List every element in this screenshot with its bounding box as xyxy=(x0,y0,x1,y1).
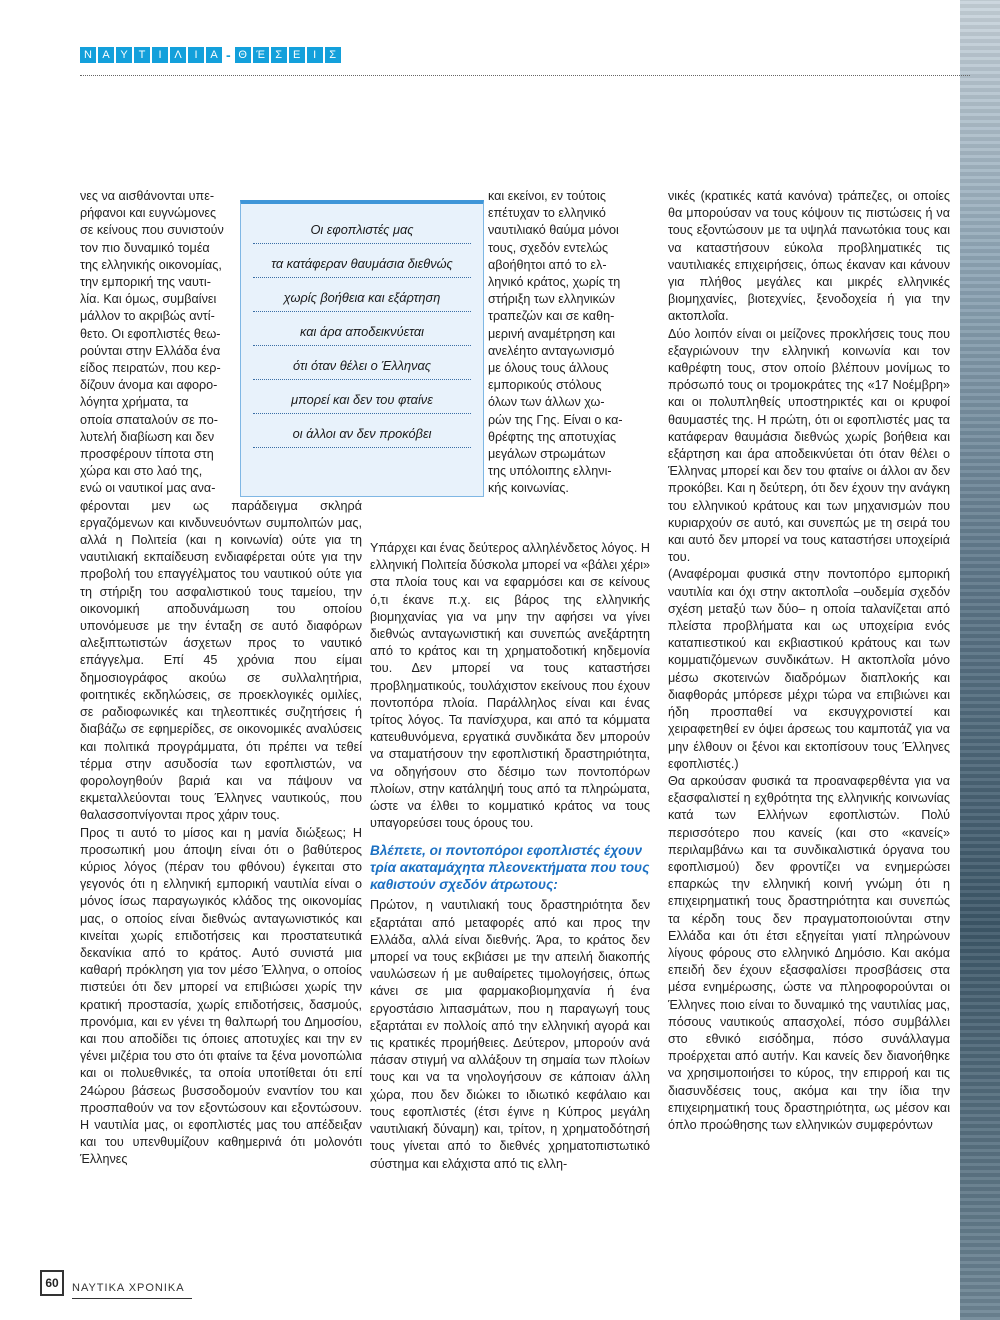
text-line: εμπορικούς στόλους xyxy=(488,378,602,393)
text-line: ενώ οι ναυτικοί μας ανα- xyxy=(80,481,216,496)
header-letter: Ε xyxy=(289,47,305,63)
crosshead: Βλέπετε, οι ποντοπόροι εφοπλιστές έχουν τρία ακαταμάχητα πλεονεκτήματα που τους καθιστούν σχεδόν άτρωτους: xyxy=(370,843,650,893)
header-letter: Ι xyxy=(307,47,323,63)
header-letter: Θ xyxy=(235,47,251,63)
header-letter: Ι xyxy=(152,47,168,63)
header-letter: Τ xyxy=(134,47,150,63)
paragraph: (Αναφέρομαι φυσικά στην ποντοπόρο εμπορική ναυτιλία και όχι στην ακτοπλοΐα –ουδεμία σχεδόν σχέση μεταξύ των δύο– η οποία ταλανίζεται από πλείστα προβλήματα και ως υποχείρια ενός καταπιεστικού και εκβιαστικού κράτους και των κομματιζόμενων συνδικάτων. Η ακτοπλοΐα μόνο μέσω σκοτεινών διαδρόμων διαπλοκής και διαφθοράς μπόρεσε μέχρι τώρα να επιβιώνει και ήδη προσπαθεί να εκσυγχρονιστεί και χειραφετηθεί εν όψει άρσεως του καμποτάζ για να μην έλθουν οι ξένοι και εκτοπίσουν τους Έλληνες εφοπλιστές.) xyxy=(668,567,950,771)
text-line: ρούνται στην Ελλάδα ένα xyxy=(80,343,221,358)
header-letter: Έ xyxy=(253,47,269,63)
paragraph: Θα αρκούσαν φυσικά τα προαναφερθέντα για να εξασφαλιστεί η εχθρότητα της ελληνικής κοινωνίας κατά των Ελλήνων εφοπλιστών. Πολύ περισσότερο που κανείς (και στο «κανείς» περιλαμβάνω και τα συνδικαλιστικά όργανα του εφοπλισμού) δεν φροντίζει να ενημερώσει επαρκώς την ελληνική κοινή γνώμη ότι η επιχειρηματική τους δραστηριότητα και συνεπώς τα κέρδη τους δεν πραγματοποιούνται στην Ελλάδα και ότι έτσι εξηγείται γιατί πληρώνουν λίγους φόρους στο ελληνικό Δημόσιο. Και ακόμα επειδή δεν έχουν εξασφαλίσει προσβάσεις στα μέσα ενημέρωσης, ώστε να πληροφορούνται οι Έλληνες ποιο είναι το δυναμικό της ναυτιλίας μας, πόσους ναυτικούς απασχολεί, πόσο συμβάλλει στο εθνικό εισόδημα, πόσο συνάλλαγμα προέρχεται από αυτήν. Και κανείς δεν διανοήθηκε να χρησιμοποιήσει το κύρος, την επιρροή και τις διασυνδέσεις τους, ακόμα και την ίδια την επιχειρηματική τους δραστηριότητα, ως μέσον και όπλο προώθησης των ελληνικών συμφερόντων xyxy=(668,773,950,1132)
text-line: όλων των άλλων χω- xyxy=(488,395,605,410)
pull-quote-line: μπορεί και δεν του φταίνε xyxy=(253,380,471,414)
text-line: και εκείνοι, εν τούτοις xyxy=(488,189,606,203)
text-line: λόγητα χρήματα, τα xyxy=(80,395,189,410)
text-line: ληνικό κράτος, χωρίς τη xyxy=(488,275,621,290)
paragraph: φέρονται μεν ως παράδειγμα σκληρά εργαζόμενων και κινδυνευόντων συμπολιτών μας, αλλά η Πολιτεία (και η κοινωνία) ούτε για τη ναυτιλιακή εκπαίδευση ενδιαφέρεται ούτε για την προβολή του επαγγέλματος του ναυτικού ούτε για τη στήριξη του ασφαλιστικού τους ταμείου, την οικονομική αποδυνάμωση του οποίου υπονόμευσε με την ένταξη σε αυτό διαφόρων αλεξιπτωτιστών άσχετων προς το ναυτικό επάγγελμα. Επί 45 χρόνια που είμαι δημοσιογράφος ακούω σε συλλαλητήρια, φοιτητικές εκδηλώσεις, σε προεκλογικές ομιλίες, σε ραδιοφωνικές και τηλεοπτικές συζητήσεις ή διαβάζω σε εφημερίδες, σε οικονομικές αναλύσεις και πολιτικά προγράμματα, ότι πρέπει να τεθεί τέρμα στην ασυδοσία των εφοπλιστών, να φορολογηθούν βαριά και να πάψουν να εκμεταλλεύονται τους Έλληνες ναυτικούς, που θαλασσοπνίγονται προς χάριν τους. xyxy=(80,498,362,823)
text-line: λυτελή διαβίωση και δεν xyxy=(80,429,215,444)
text-line: τραπεζών και σε καθη- xyxy=(488,309,615,324)
pull-quote-line: οι άλλοι αν δεν προκόβει xyxy=(253,414,471,448)
text-line: της ελληνικής οικονομίας, xyxy=(80,257,222,272)
text-line: θετο. Οι εφοπλιστές θεω- xyxy=(80,326,221,341)
text-line: νες να αισθάνονται υπε- xyxy=(80,189,215,203)
text-line: μερινή αναμέτρηση και xyxy=(488,326,616,341)
text-line: κής κοινωνίας. xyxy=(488,481,569,496)
text-line: στήριξη των ελληνικών xyxy=(488,292,615,307)
text-line: επέτυχαν το ελληνικό xyxy=(488,206,606,221)
header-letter: Α xyxy=(98,47,114,63)
page-number: 60 xyxy=(40,1270,64,1296)
paragraph: νικές (κρατικές κατά κανόνα) τράπεζες, οι οποίες θα μπορούσαν να τους κόψουν τις πιστώσεις ή να τους εξοντώσουν με τα υψηλά πανωτόκια τους και να καταστήσουν εύκολα προβληματικές τις ναυτιλιακές επιχειρήσεις, όπως έκαναν και κάνουν για πλήθος μεγάλες και μικρές ελληνικές βιομηχανίες, βιοτεχνίες, ξενοδοχεία ή για την ακτοπλοΐα. xyxy=(668,189,950,324)
pull-quote-line: χωρίς βοήθεια και εξάρτηση xyxy=(253,278,471,312)
text-line: την εμπορική της ναυτι- xyxy=(80,275,211,290)
header-separator: - xyxy=(226,47,231,63)
footer-rule xyxy=(72,1298,192,1299)
text-line: μεγάλων στρωμάτων xyxy=(488,447,606,462)
text-line: ρών της Γης. Είναι ο κα- xyxy=(488,412,623,427)
header-letter: Σ xyxy=(325,47,341,63)
text-line: σε κείνους που συνιστούν xyxy=(80,223,224,238)
text-line: τον πιο δυναμικό τομέα xyxy=(80,240,210,255)
text-line: είδος πειρατών, που κερ- xyxy=(80,361,221,376)
pull-quote-line: και άρα αποδεικνύεται xyxy=(253,312,471,346)
column-3 xyxy=(668,188,950,1134)
paragraph: Υπάρχει και ένας δεύτερος αλληλένδετος λόγος. Η ελληνική Πολιτεία δύσκολα μπορεί να «βάλει χέρι» στα πλοία τους και να εφαρμόσει και σε κείνους ό,τι έκανε π.χ. εις βάρος της ελληνικής βιομηχανίας για να μην την αφήσει να γίνει διεθνώς ανταγωνιστική και συνεπώς ανεξάρτητη από το κράτος και τη χρηματοδοτική κηδεμονία του. Δεν μπορεί να τους καταστήσει προβληματικούς, τουλάχιστον εκείνους που έχουν ποντοπόρα πλοία. Παράλληλος είναι και ένας τρίτος λόγος. Τα πανίσχυρα, και από τα κόμματα κατευθυνόμενα, εργατικά συνδικάτα δεν μπορούν να σταματήσουν την εφοπλιστική δραστηριότητα, να οδηγήσουν στο δέσιμο των ποντοπόρων πλοίων, στην κατάληψή τους από τα πληρώματα, ώστε να έλθει το κομματικό κράτος να τους υπαγορεύσει τους όρους του. xyxy=(370,541,650,831)
pull-quote-line: τα κατάφεραν θαυμάσια διεθνώς xyxy=(253,244,471,278)
header-letter: Λ xyxy=(170,47,186,63)
text-line: χώρα και στο λαό της, xyxy=(80,464,203,479)
column-2-top xyxy=(488,188,650,498)
text-line: με όλους τους άλλους xyxy=(488,361,609,376)
column-2 xyxy=(370,540,650,1173)
text-line: της υπόλοιπης ελληνι- xyxy=(488,464,612,479)
text-line: ρήφανοι και ευγνώμονες xyxy=(80,206,217,221)
paragraph: Προς τι αυτό το μίσος και η μανία διώξεως; Η προσωπική μου άποψη είναι ότι ο βαθύτερος κύριος λόγος (πέραν του φθόνου) έγκειται στο γεγονός ότι η ελληνική εμπορική ναυτιλία είναι ο μόνος ίσως παραγωγικός κλάδος της οικονομίας μας, ο οποίος είναι διεθνώς ανταγωνιστικός και κινείται χωρίς επιδοτήσεις και προστατευτικά δεκανίκια από το κράτος. Αυτό συνιστά μια καθαρή πρόκληση για τον μέσο Έλληνα, ο οποίος πιστεύει ότι δεν μπορεί να επιβιώσει χωρίς την κρατική προστασία, χωρίς επιδοτήσεις, δασμούς, προνόμια, και εν γένει τη θαλπωρή του Δημοσίου, και που αποδίδει τις όποιες αποτυχίες και την εν γένει μιζέρια του στο ότι φταίνε τα ξένα μονοπώλια και οι πολυεθνικές, τα οποία υποτίθεται ότι επί 24ώρου βάσεως βυσσοδομούν εναντίον του και προσπαθούν να τον εξοντώσουν και εξοντώσουν. Η ναυτιλία μας, οι εφοπλιστές μας του απέδειξαν και του υπενθυμίζουν καθημερινά ότι μολονότι Έλληνες xyxy=(80,825,362,1167)
section-header xyxy=(80,47,343,63)
paragraph: Δύο λοιπόν είναι οι μείζονες προκλήσεις τους που εξαγριώνουν την ελληνική κοινωνία και τον καθρέφτη τους, στον οποίο βλέπουν μονίμως το πρόσωπό τους οι τρομοκράτες της «17 Νοέμβρη» και οι πολυπληθείς υποστηρικτές και οι κρυφοί θαυμαστές της. Η πρώτη, ότι οι εφοπλιστές μας τα κατάφεραν θαυμάσια διεθνώς χωρίς βοήθεια και εξάρτηση και άρα αποδεικνύεται ότι όταν θέλει ο Έλληνας μπορεί και δεν του φταίνε οι άλλοι αν δεν προκόβει. Και η δεύτερη, ότι δεν έχουν την ανάγκη του ελληνικού κράτους και των μηχανισμών που κυριαρχούν σε αυτό, και συνεπώς με τη σειρά του και αυτό δεν μπορεί να τους καταστήσει υποχείριά του. xyxy=(668,326,950,565)
magazine-name: ΝΑΥΤΙΚΑ ΧΡΟΝΙΚΑ xyxy=(72,1282,185,1294)
side-photo-strip xyxy=(960,0,1000,1320)
header-letter: Ι xyxy=(188,47,204,63)
text-line: αβοήθητοι από το ελ- xyxy=(488,257,607,272)
pull-quote-line: Οι εφοπλιστές μας xyxy=(253,210,471,244)
header-letter: Α xyxy=(206,47,222,63)
paragraph: Πρώτον, η ναυτιλιακή τους δραστηριότητα δεν εξαρτάται από μεταφορές από και προς την Ελλάδα, αλλά είναι διεθνής. Άρα, το κράτος δεν μπορεί να τους εκβιάσει με την απειλή διακοπής ναυλώσεων ή με αυθαίρετες τιμολογήσεις, όπως κάνει σε μια φαρμακοβιομηχανία ή ένα εργοστάσιο λιπασμάτων, που η παραγωγή τους εξαρτάται εν πολλοίς από την ελληνική αγορά και τις κρατικές προμήθειες. Δεύτερον, μπορούν ανά πάσαν στιγμή να αλλάξουν τη σημαία των πλοίων τους και να τα νηολογήσουν σε κάποιαν άλλη χώρα, που δεν διώκει το ιδιωτικό κεφάλαιο και τους εφοπλιστές (έτσι έγινε η Κύπρος μεγάλη ναυτιλιακή δύναμη) και, τρίτον, η χρηματοδότησή τους γίνεται από το διεθνές χρηματοπιστωτικό σύστημα και ελάχιστα από τις ελλη- xyxy=(370,898,650,1171)
text-line: οποία σπαταλούν σε πο- xyxy=(80,412,218,427)
header-letter: Ν xyxy=(80,47,96,63)
header-letter: Σ xyxy=(271,47,287,63)
pull-quote-line: ότι όταν θέλει ο Έλληνας xyxy=(253,346,471,380)
text-line: λία. Και όμως, συμβαίνει xyxy=(80,292,217,307)
header-letter: Υ xyxy=(116,47,132,63)
text-line: τους, σχεδόν εντελώς xyxy=(488,240,609,255)
column-1-wrap-lines xyxy=(80,188,232,498)
text-line: θρέφτης της αποτυχίας xyxy=(488,429,617,444)
pull-quote xyxy=(240,200,484,497)
text-line: μάλλον το ακριβώς αντί- xyxy=(80,309,215,324)
header-rule xyxy=(80,75,970,76)
text-line: δίζουν άνομα και αφορο- xyxy=(80,378,218,393)
text-line: ανελέητο ανταγωνισμό xyxy=(488,343,615,358)
text-line: προσφέρουν τίποτα στη xyxy=(80,447,214,462)
text-line: ναυτιλιακό θαύμα μόνοι xyxy=(488,223,619,238)
